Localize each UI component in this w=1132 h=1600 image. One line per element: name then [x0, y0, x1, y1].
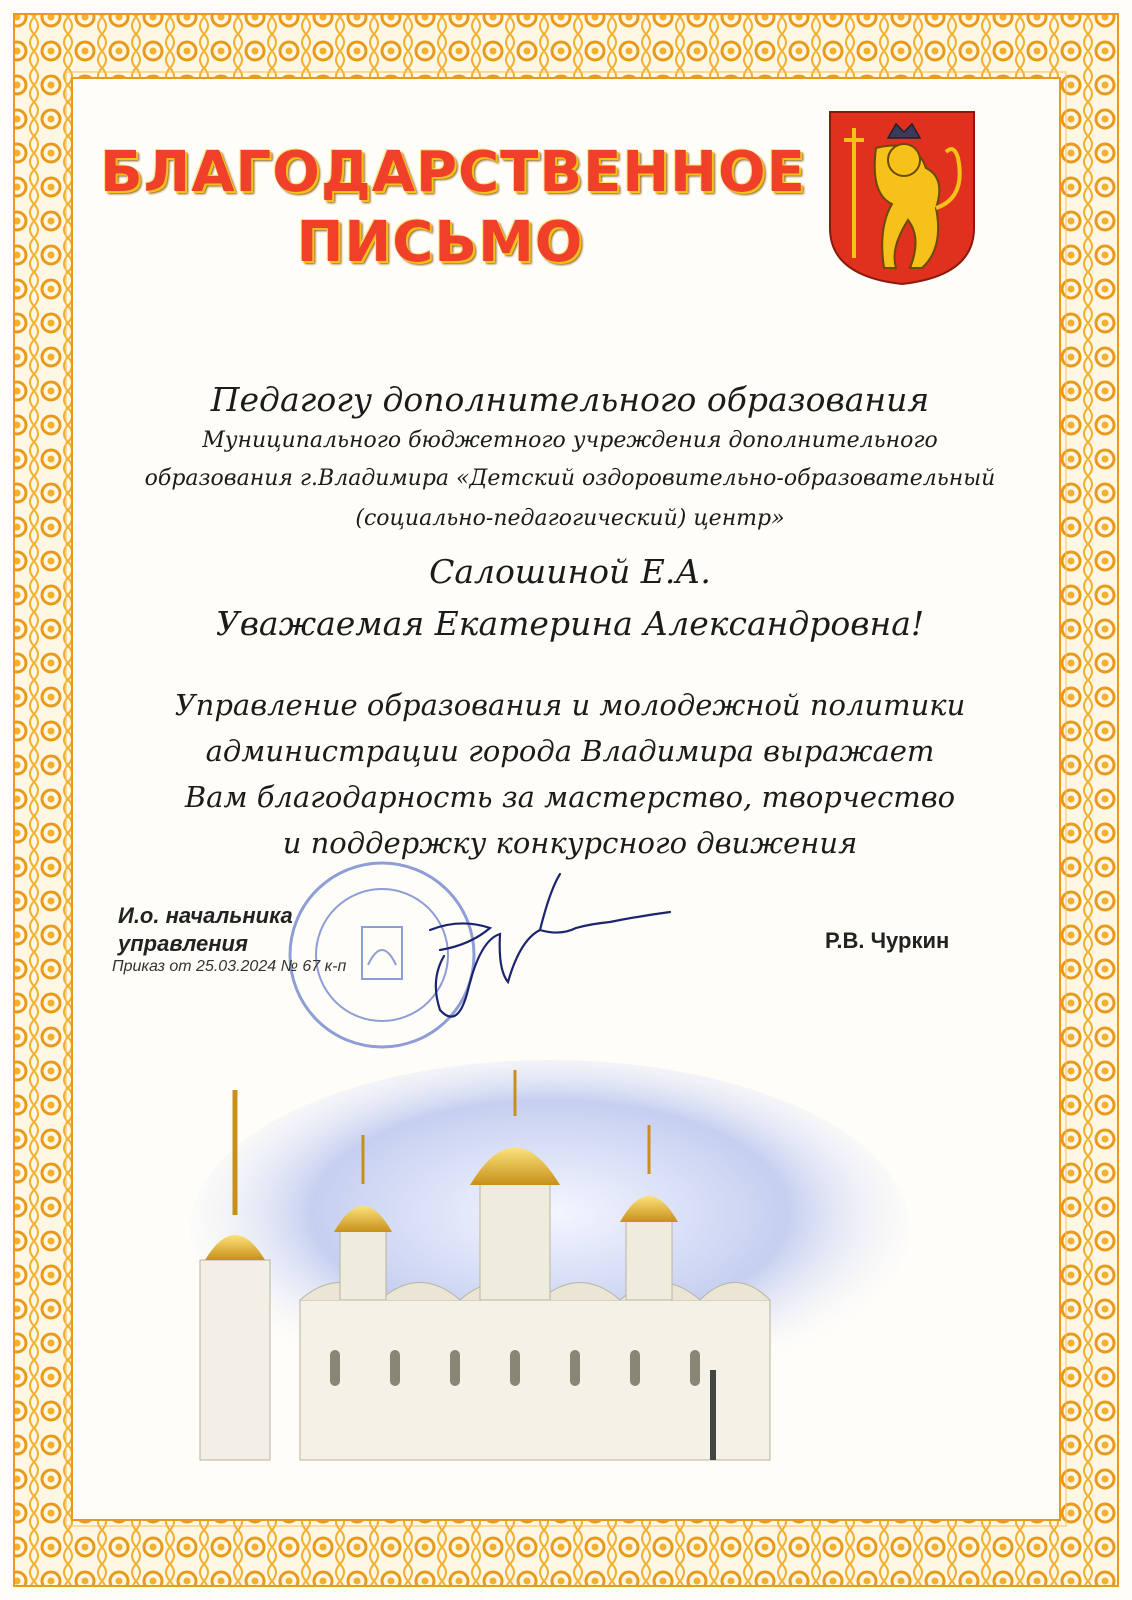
recipient-position: Педагогу дополнительного образования [210, 380, 930, 419]
handwritten-signature-icon [400, 870, 680, 1040]
cathedral-illustration-icon [150, 1050, 910, 1480]
recipient-org-line3: (социально-педагогический) центр» [355, 506, 785, 531]
signer-name: Р.В. Чуркин [825, 928, 950, 953]
order-reference: Приказ от 25.03.2024 № 67 к-п [112, 958, 347, 975]
recipient-org-line2: образования г.Владимира «Детский оздоровительно-образовательный [144, 466, 996, 491]
message-line3: Вам благодарность за мастерство, творчество [184, 780, 956, 814]
message-line4: и поддержку конкурсного движения [282, 826, 858, 860]
message-line1: Управление образования и молодежной политики [174, 688, 966, 722]
document-title-line2: ПИСЬМО [296, 210, 584, 275]
recipient-org-line1: Муниципального бюджетного учреждения дополнительного [202, 428, 938, 453]
document-title-line1: БЛАГОДАРСТВЕННОЕ [100, 140, 806, 205]
message-line2: администрации города Владимира выражает [205, 734, 935, 768]
signer-position-line1: И.о. начальника [118, 903, 293, 928]
signer-position-line2: управления [118, 931, 248, 956]
greeting: Уважаемая Екатерина Александровна! [215, 604, 925, 643]
vladimir-coat-of-arms-icon [826, 108, 978, 288]
recipient-name: Салошиной Е.А. [429, 552, 711, 591]
